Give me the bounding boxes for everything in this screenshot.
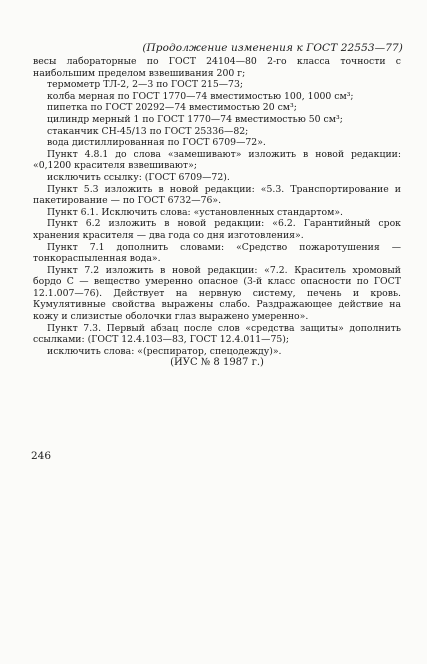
item-4-8-1-exclude: исключить ссылку: (ГОСТ 6709—72).: [47, 171, 230, 183]
equipment-pipette: пипетка по ГОСТ 20292—74 вместимостью 20 см³;: [47, 102, 297, 114]
item-7-3-exclude: исключить слова: «(респиратор, спецодежду)».: [47, 345, 282, 357]
item-6-2: Пункт 6.2 изложить в новой редакции: «6.2. Гарантийный срок хранения красителя — два года со дня изготовления».: [33, 218, 401, 241]
item-7-2: Пункт 7.2 изложить в новой редакции: «7.2. Краситель хромовый бордо С — вещество умеренно опасное (3-й класс опасности по ГОСТ 12.1.007—76). Действует на нервную систему, печень и кровь. Кумулятивные свойства выражены слабо. Раздражающее действие на кожу и слизистые оболочки глаз выражено умеренно».: [33, 264, 401, 323]
equipment-flask: колба мерная по ГОСТ 1770—74 вместимостью 100, 1000 см³;: [47, 90, 354, 102]
document-body: [33, 56, 401, 369]
item-4-8-1: Пункт 4.8.1 до слова «замешивают» изложить в новой редакции: «0,1200 красителя взвешивают»;: [33, 148, 401, 172]
equipment-thermometer: термометр ТЛ-2, 2—3 по ГОСТ 215—73;: [47, 79, 244, 91]
page-header: (Продолжение изменения к ГОСТ 22553—77): [142, 42, 403, 54]
page-number: 246: [31, 450, 52, 462]
item-5-3: Пункт 5.3 изложить в новой редакции: «5.3. Транспортирование и пакетирование — по ГОСТ 6732—76».: [33, 183, 401, 207]
equipment-cylinder: цилиндр мерный 1 по ГОСТ 1770—74 вместимостью 50 см³;: [47, 113, 343, 125]
equipment-beaker: стаканчик СН-45/13 по ГОСТ 25336—82;: [47, 125, 249, 137]
item-7-3: Пункт 7.3. Первый абзац после слов «средства защиты» дополнить ссылками: (ГОСТ 12.4.103—83, ГОСТ 12.4.011—75);: [33, 322, 401, 346]
equipment-scales: весы лабораторные по ГОСТ 24104—80 2-го класса точности с наибольшим пределом взвешивания 200 г;: [33, 56, 401, 79]
item-7-1: Пункт 7.1 дополнить словами: «Средство пожаротушения — тонкораспыленная вода».: [33, 241, 401, 265]
item-6-1: Пункт 6.1. Исключить слова: «установленных стандартом».: [47, 206, 343, 218]
ius-reference: (ИУС № 8 1987 г.): [170, 357, 264, 369]
equipment-water: вода дистиллированная по ГОСТ 6709—72».: [47, 137, 266, 149]
